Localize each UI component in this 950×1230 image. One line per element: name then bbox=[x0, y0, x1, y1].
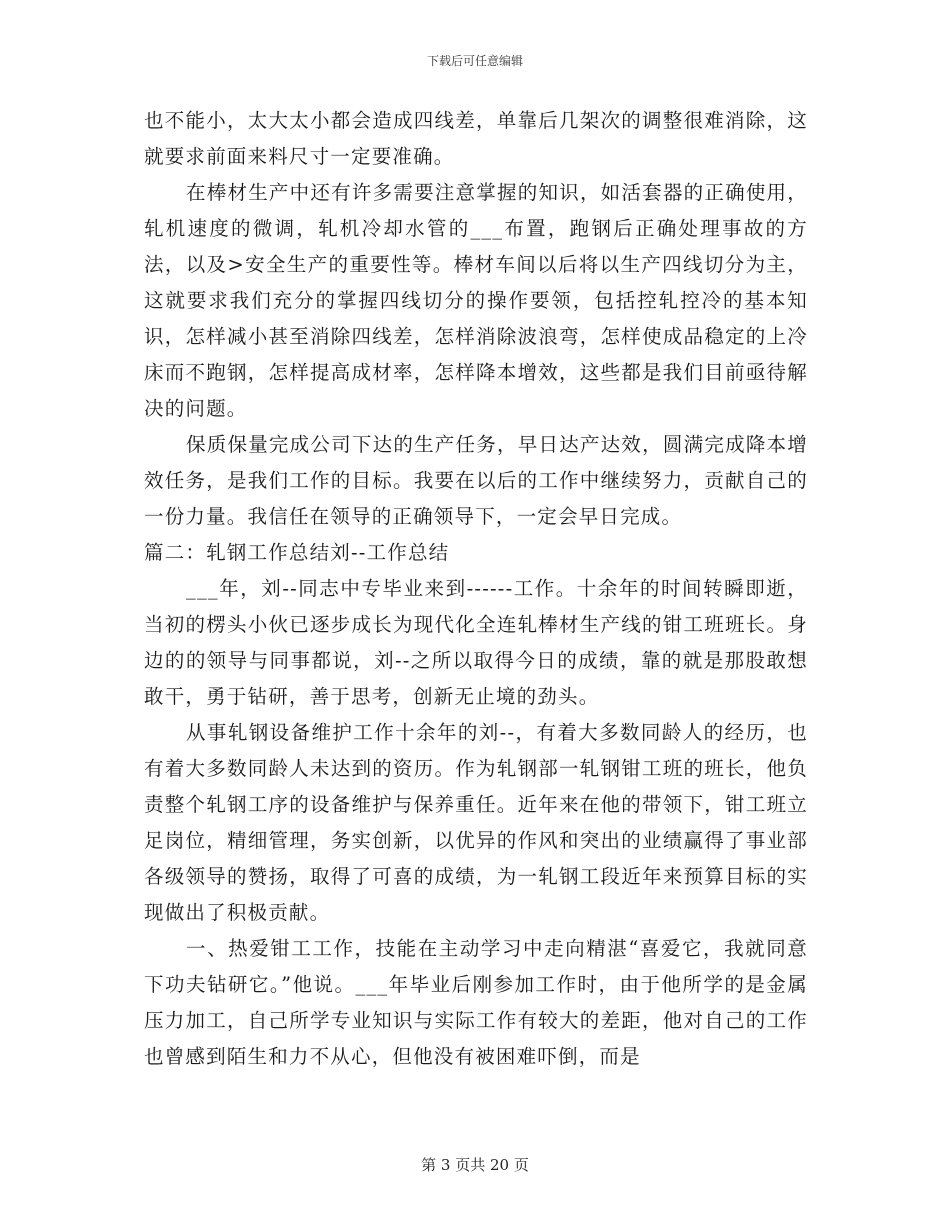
section-heading: 篇二：轧钢工作总结刘--工作总结 bbox=[144, 541, 450, 564]
paragraph-2: 在棒材生产中还有许多需要注意掌握的知识，如活套器的正确使用，轧机速度的微调，轧机冷却水管的___布置，跑钢后正确处理事故的方法，以及>安全生产的重要性等。棒材车间以后将以生产四线切分为主，这就要求我们充分的掌握四线切分的操作要领，包括控轧控冷的基本知识，怎样减小甚至消除四线差，怎样消除波浪弯，怎样使成品稳定的上冷床而不跑钢，怎样提高成材率，怎样降本增效，这些都是我们目前亟待解决的问题。 bbox=[144, 181, 808, 420]
page-footer: 第 3 页共 20 页 bbox=[421, 1156, 529, 1174]
page-header: 下载后可任意编辑 bbox=[426, 54, 523, 68]
paragraph-1: 也不能小，太大太小都会造成四线差，单靠后几架次的调整很难消除，这就要求前面来料尺寸一定要准确。 bbox=[144, 109, 808, 168]
paragraph-5: 从事轧钢设备维护工作十余年的刘--，有着大多数同龄人的经历，也有着大多数同龄人未达到的资历。作为轧钢部一轧钢钳工班的班长，他负责整个轧钢工序的设备维护与保养重任。近年来在他的带领下，钳工班立足岗位，精细管理，务实创新，以优异的作风和突出的业绩赢得了事业部各级领导的赞扬，取得了可喜的成绩，为一轧钢工段近年来预算目标的实现做出了积极贡献。 bbox=[144, 721, 808, 924]
paragraph-4: ___年，刘--同志中专毕业来到------工作。十余年的时间转瞬即逝，当初的楞头小伙已逐步成长为现代化全连轧棒材生产线的钳工班班长。身边的的领导与同事都说，刘--之所以取得今日的成绩，靠的就是那股敢想敢干，勇于钻研，善于思考，创新无止境的劲头。 bbox=[144, 577, 808, 708]
document-body bbox=[144, 103, 808, 1075]
paragraph-6: 一、热爱钳工工作，技能在主动学习中走向精湛“喜爱它，我就同意下功夫钻研它。”他说。___年毕业后刚参加工作时，由于他所学的是金属压力加工，自己所学专业知识与实际工作有较大的差距，他对自己的工作也曾感到陌生和力不从心，但他没有被困难吓倒，而是 bbox=[144, 937, 808, 1068]
paragraph-3: 保质保量完成公司下达的生产任务，早日达产达效，圆满完成降本增效任务，是我们工作的目标。我要在以后的工作中继续努力，贡献自己的一份力量。我信任在领导的正确领导下，一定会早日完成。 bbox=[144, 433, 808, 528]
